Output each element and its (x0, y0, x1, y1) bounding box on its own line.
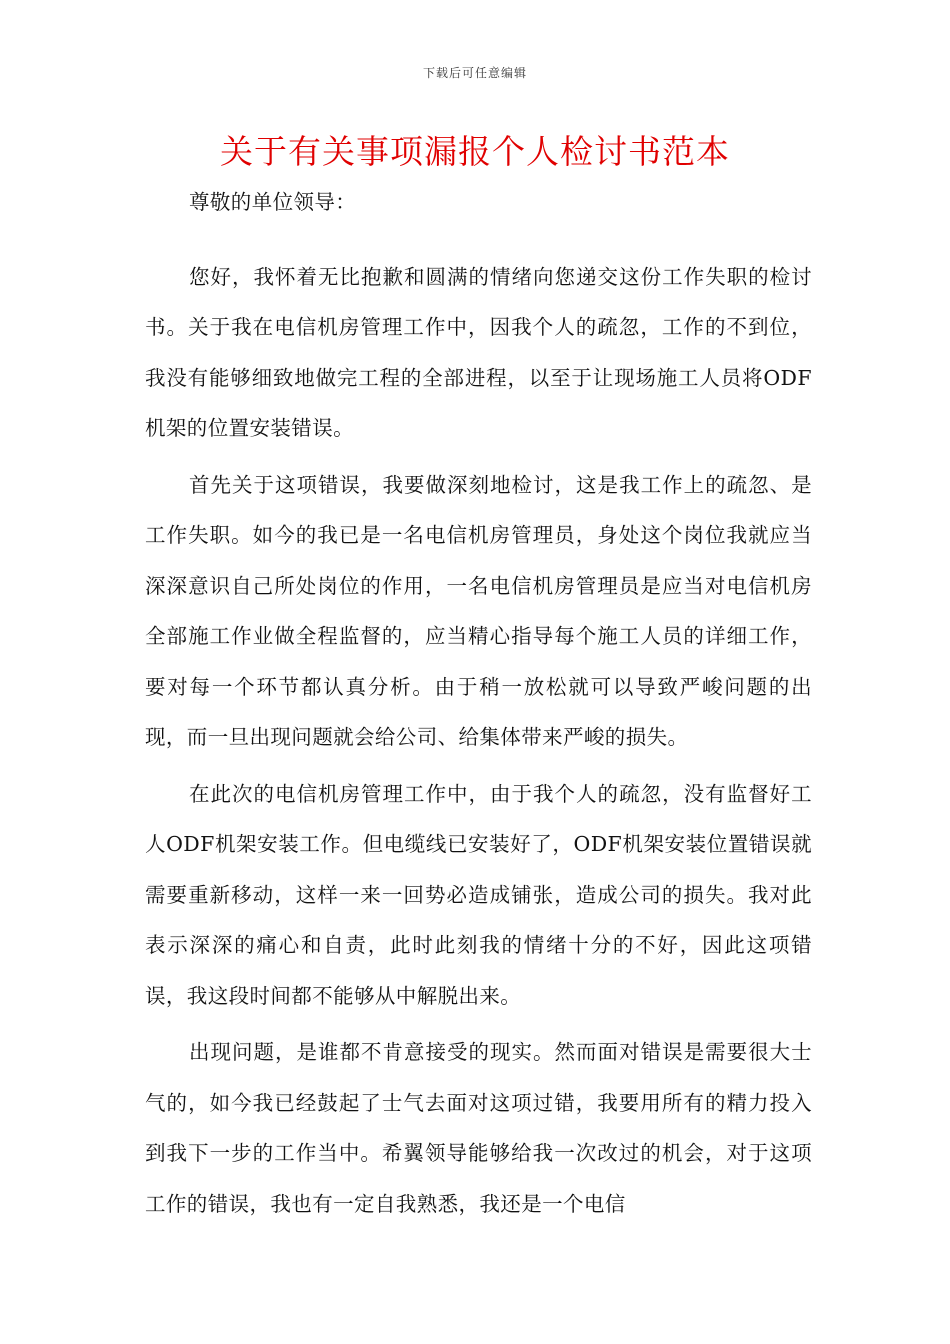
document-body (145, 177, 812, 1235)
header-note: 下载后可任意编辑 (422, 66, 527, 80)
paragraph-apology: 您好，我怀着无比抱歉和圆满的情绪向您递交这份工作失职的检讨书。关于我在电信机房管理工作中，因我个人的疏忽，工作的不到位，我没有能够细致地做完工程的全部进程，以至于让现场施工人员将ODF机架的位置安装错误。 (145, 264, 812, 440)
paragraph-reflection: 首先关于这项错误，我要做深刻地检讨，这是我工作上的疏忽、是工作失职。如今的我已是一名电信机房管理员，身处这个岗位我就应当深深意识自己所处岗位的作用，一名电信机房管理员是应当对电信机房全部施工作业做全程监督的，应当精心指导每个施工人员的详细工作，要对每一个环节都认真分析。由于稍一放松就可以导致严峻问题的出现，而一旦出现问题就会给公司、给集体带来严峻的损失。 (145, 472, 812, 749)
paragraph-incident: 在此次的电信机房管理工作中，由于我个人的疏忽，没有监督好工人ODF机架安装工作。但电缆线已安装好了，ODF机架安装位置错误就需要重新移动，这样一来一回势必造成铺张，造成公司的损失。我对此表示深深的痛心和自责，此时此刻我的情绪十分的不好，因此这项错误，我这段时间都不能够从中解脱出来。 (145, 781, 812, 1008)
document-title: 关于有关事项漏报个人检讨书范本 (220, 132, 730, 171)
paragraph-resolution: 出现问题，是谁都不肯意接受的现实。然而面对错误是需要很大士气的，如今我已经鼓起了士气去面对这项过错，我要用所有的精力投入到我下一步的工作当中。希翼领导能够给我一次改过的机会，对于这项工作的错误，我也有一定自我熟悉，我还是一个电信 (145, 1040, 812, 1216)
salutation: 尊敬的单位领导： (189, 190, 357, 214)
